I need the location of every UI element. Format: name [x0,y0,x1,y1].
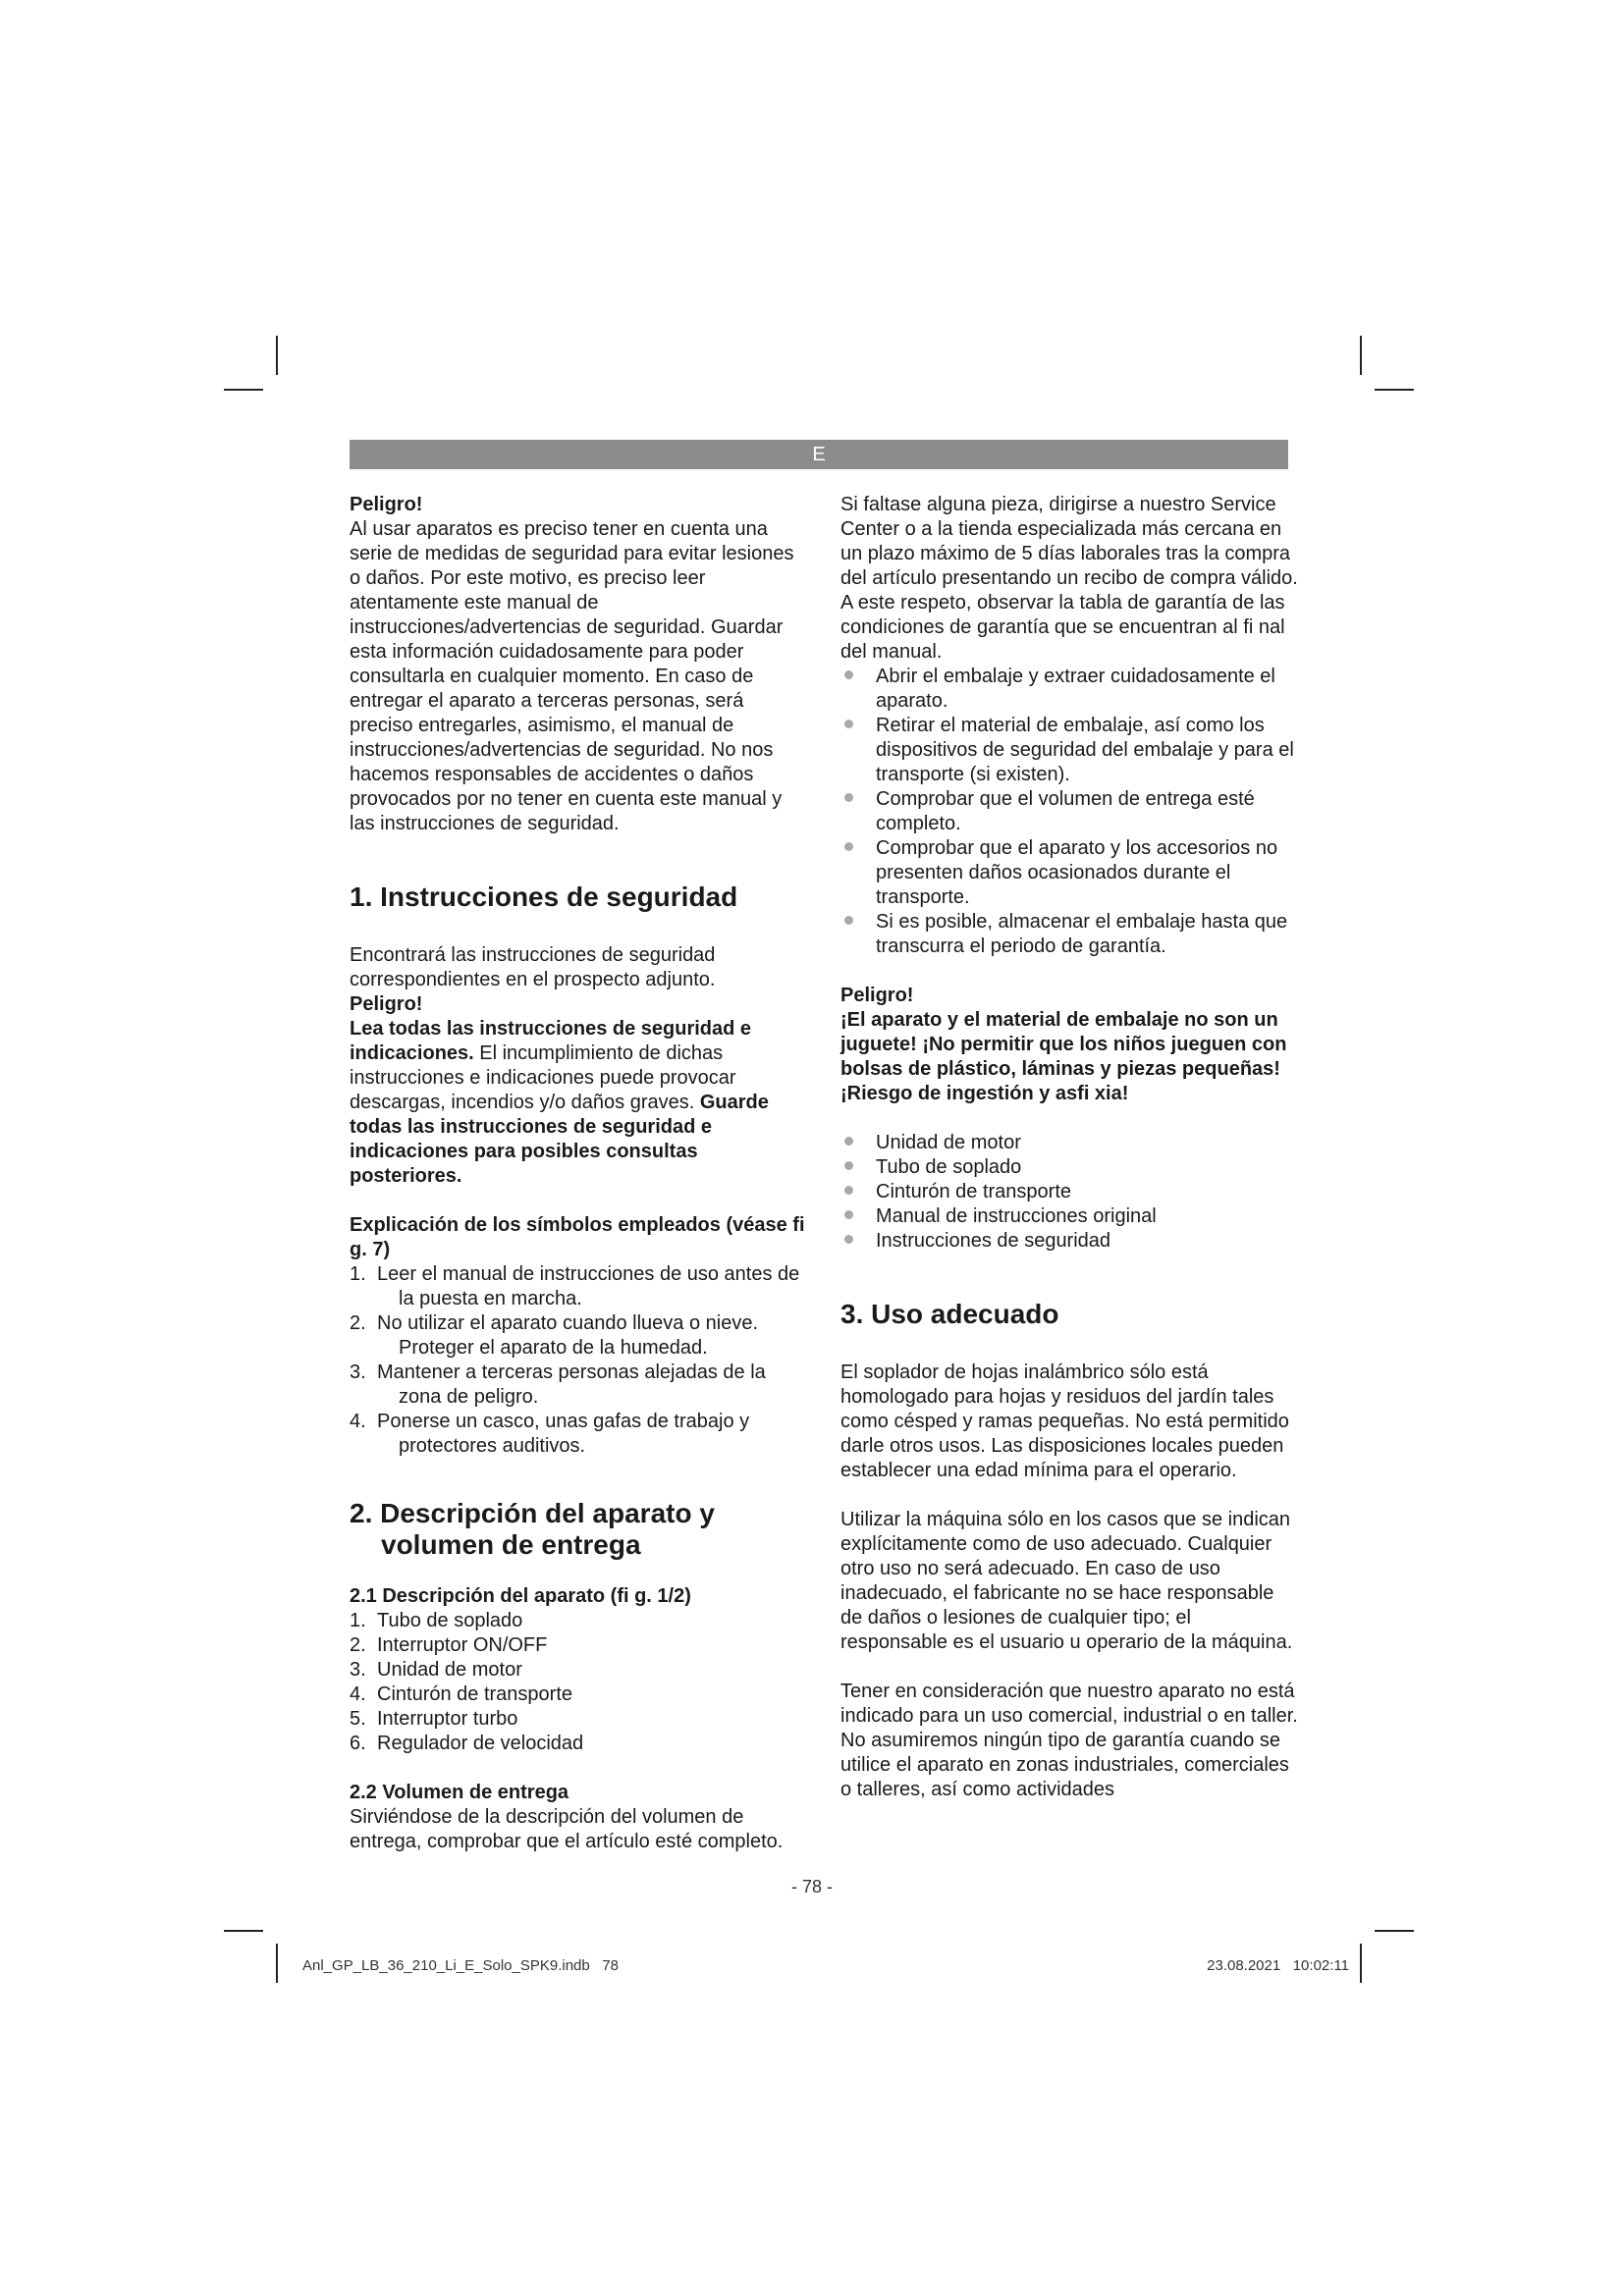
bullet-icon [844,1210,853,1219]
unpack-step: Abrir el embalaje y extraer cuidadosamente el aparato. [840,665,1300,714]
section-1-text: Encontrará las instrucciones de seguridad correspondientes en el prospecto adjunto. [350,944,716,990]
unpack-step: Si es posible, almacenar el embalaje hasta que transcurra el periodo de garantía. [840,910,1300,959]
bullet-icon [844,916,853,925]
crop-mark-top-left-h [224,389,263,391]
unpack-steps-list [840,665,1300,959]
crop-mark-top-right-h [1375,389,1414,391]
content-item: Unidad de motor [840,1131,1300,1155]
symbol-item: 4. Ponerse un casco, unas gafas de trabajo y protectores auditivos. [350,1411,750,1457]
content-item: Cinturón de transporte [840,1180,1300,1204]
section-2-2-text: Sirviéndose de la descripción del volumen de entrega, comprobar que el artículo esté completo. [350,1806,784,1852]
language-band [350,440,1288,469]
unpack-step: Retirar el material de embalaje, así como los dispositivos de seguridad del embalaje y para el transporte (si existen). [840,714,1300,787]
symbol-item: 1. Leer el manual de instrucciones de uso antes de la puesta en marcha. [350,1263,800,1309]
crop-mark-bottom-right-v [1360,1944,1362,1983]
content-item: Manual de instrucciones original [840,1204,1300,1229]
crop-mark-top-left-v [276,336,278,375]
section-3-paragraph-3: Tener en consideración que nuestro aparato no está indicado para un uso comercial, industrial o en taller. No asumiremos ningún tipo de garantía cuando se utilice el aparato en zonas industriales, comerciales o talleres, así como actividades [840,1681,1298,1800]
section-1-warning [350,1017,809,1189]
warning-bold-2: Guarde todas las instrucciones de seguridad e indicaciones para posibles consultas posteriores. [350,1092,769,1187]
missing-parts-text: Si faltase alguna pieza, dirigirse a nuestro Service Center o a la tienda especializada más cercana en un plazo máximo de 5 días laborales tras la compra del artículo presentando un recibo de compra válido. A este respeto, observar la tabla de garantía de las condiciones de garantía que se encuentran al fi nal del manual. [840,494,1298,663]
symbol-item: 2. No utilizar el aparato cuando llueva o nieve. Proteger el aparato de la humedad. [350,1312,759,1359]
content-item: Instrucciones de seguridad [840,1229,1300,1254]
section-2-1-title: 2.1 Descripción del aparato (fi g. 1/2) [350,1585,691,1607]
section-1-title: 1. Instrucciones de seguridad [350,881,738,912]
crop-mark-top-right-v [1360,336,1362,375]
packaging-danger-text: ¡El aparato y el material de embalaje no son un juguete! ¡No permitir que los niños jueguen con bolsas de plástico, láminas y piezas pequeñas! ¡Riesgo de ingestión y asfi xia! [840,1009,1287,1104]
bullet-icon [844,842,853,851]
page-number: - 78 - [790,1877,833,1896]
left-column [350,493,809,1854]
crop-mark-bottom-left-v [276,1944,278,1983]
crop-mark-bottom-left-h [224,1930,263,1932]
symbol-item: 3. Mantener a terceras personas alejadas de la zona de peligro. [350,1362,766,1408]
warning-normal: El incumplimiento de dichas instrucciones e indicaciones puede provocar descargas, incendios y/o daños graves. [350,1042,736,1113]
section-3-paragraph-2: Utilizar la máquina sólo en los casos que se indican explícitamente como de uso adecuado. Cualquier otro uso no será adecuado. En caso de uso inadecuado, el fabricante no se hace responsable de daños o lesiones de cualquier tipo; el responsable es el usuario u operario de la máquina. [840,1509,1293,1653]
parts-list [350,1609,809,1756]
symbols-title: Explicación de los símbolos empleados (véase fi g. 7) [350,1214,805,1260]
packaging-danger-title: Peligro! [840,985,914,1006]
unpack-step: Comprobar que el volumen de entrega esté completo. [840,787,1300,836]
intro-text: Al usar aparatos es preciso tener en cuenta una serie de medidas de seguridad para evitar lesiones o daños. Por este motivo, es preciso leer atentamente este manual de instrucciones/advertencias de seguridad. Guardar esta información cuidadosamente para poder consultarla en cualquier momento. En caso de entregar el aparato a terceras personas, será preciso entregarles, asimismo, el manual de instrucciones/advertencias de seguridad. No nos hacemos responsables de accidentes o daños provocados por no tener en cuenta este manual y las instrucciones de seguridad. [350,518,794,834]
symbols-list [350,1262,809,1459]
section-3-title: 3. Uso adecuado [840,1299,1059,1329]
bullet-icon [844,1137,853,1146]
bullet-icon [844,1235,853,1244]
bullet-icon [844,670,853,679]
bullet-icon [844,793,853,802]
warning-bold-1: Lea todas las instrucciones de seguridad e indicaciones. [350,1018,752,1064]
footer-date-time: 23.08.2021 10:02:11 [1207,1957,1349,1974]
bullet-icon [844,1186,853,1195]
part-item: 4. Cinturón de transporte [350,1683,573,1705]
content-item: Tubo de soplado [840,1155,1300,1180]
footer-file-name: Anl_GP_LB_36_210_Li_E_Solo_SPK9.indb 78 [302,1957,619,1974]
crop-mark-bottom-right-h [1375,1930,1414,1932]
section-2-2-title: 2.2 Volumen de entrega [350,1782,569,1803]
section-1-danger: Peligro! [350,993,423,1015]
part-item: 1. Tubo de soplado [350,1610,523,1631]
section-3-paragraph-1: El soplador de hojas inalámbrico sólo está homologado para hojas y residuos del jardín tales como césped y ramas pequeñas. No está permitido darle otros usos. Las disposiciones locales pueden establecer una edad mínima para el operario. [840,1362,1289,1481]
part-item: 3. Unidad de motor [350,1659,522,1681]
intro-danger-title: Peligro! [350,494,423,515]
part-item: 5. Interruptor turbo [350,1708,518,1730]
unpack-step: Comprobar que el aparato y los accesorios no presenten daños ocasionados durante el transporte. [840,836,1300,910]
delivery-contents-list [840,1131,1300,1254]
section-2-title: 2. Descripción del aparato y volumen de entrega [350,1498,715,1560]
language-label: E [812,444,826,465]
right-column [840,493,1300,1802]
part-item: 2. Interruptor ON/OFF [350,1634,548,1656]
part-item: 6. Regulador de velocidad [350,1733,584,1754]
bullet-icon [844,1161,853,1170]
bullet-icon [844,720,853,728]
